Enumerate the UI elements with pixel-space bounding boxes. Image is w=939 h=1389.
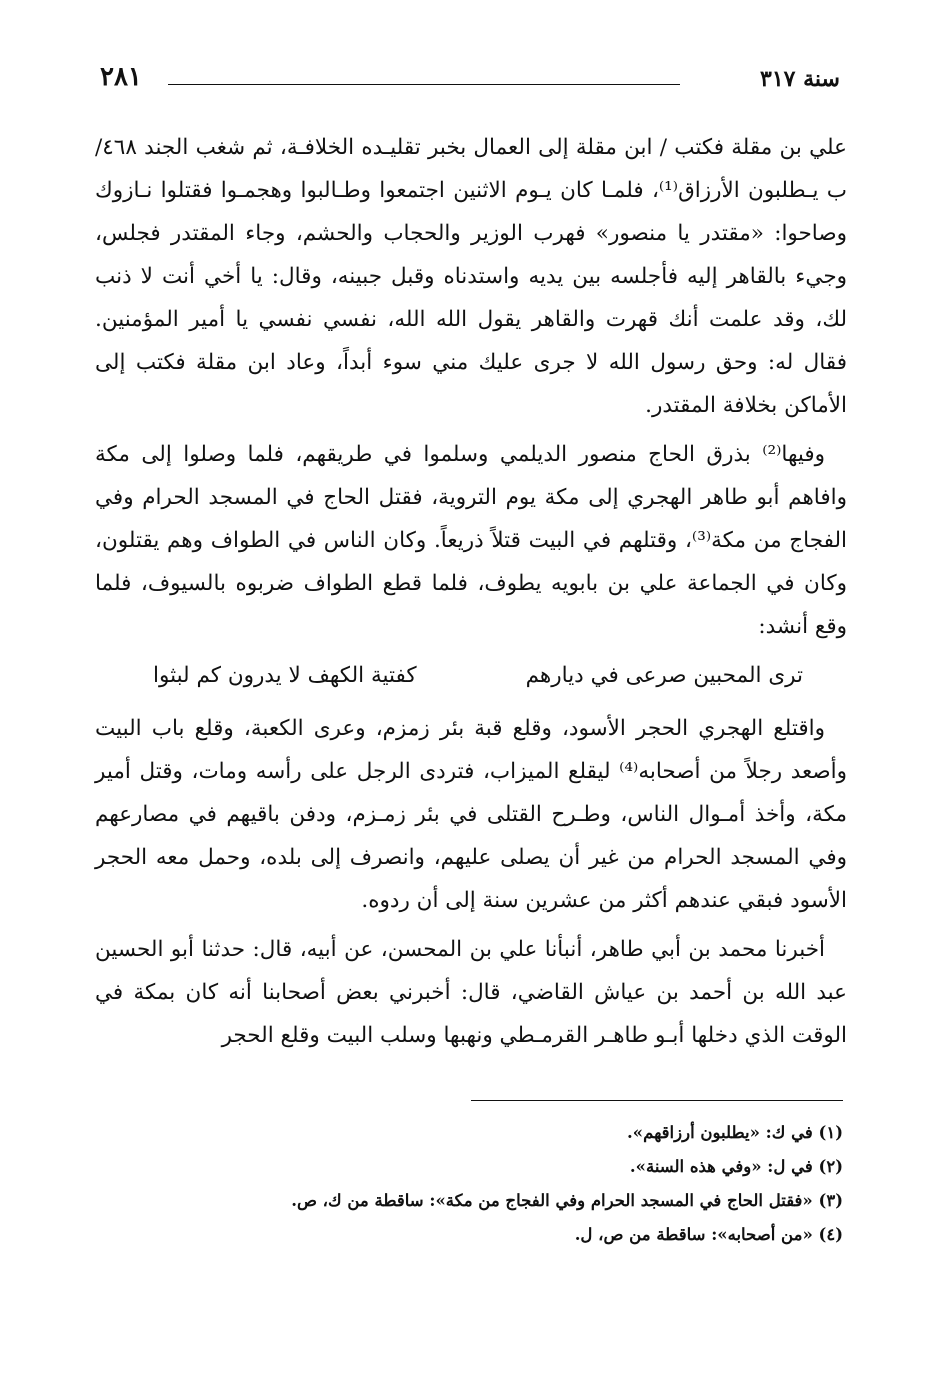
verse-second-hemistich: كفتية الكهف لا يدرون كم لبثوا bbox=[153, 663, 417, 688]
main-text bbox=[95, 126, 847, 1063]
verse-first-hemistich: ترى المحبين صرعى في ديارهم bbox=[525, 663, 803, 688]
paragraph-3: واقتلع الهجري الحجر الأسود، وقلع قبة بئر زمزم، وعرى الكعبة، وقلع باب البيت وأصعد رجلاً من أصحابه⁽⁴⁾ ليقلع الميزاب، فتردى الرجل على رأسه ومات، وقتل أمير مكة، وأخذ أمـوال الناس، وطـرح القتلى في بئر زمـزم، ودفن باقيهم في مصارعهم وفي المسجد الحرام من غير أن يصلى عليهم، وانصرف إلى بلده، وحمل معه الحجر الأسود فبقي عندهم أكثر من عشرين سنة إلى أن ردوه. bbox=[95, 716, 847, 913]
footnotes bbox=[103, 1116, 843, 1252]
footnote-divider bbox=[471, 1100, 843, 1101]
running-header bbox=[100, 62, 840, 102]
footnote-2: (٢) في ل: «وفي هذه السنة». bbox=[629, 1157, 843, 1176]
paragraph-2: وفيها⁽²⁾ بذرق الحاج منصور الديلمي وسلموا في طريقهم، فلما وصلوا إلى مكة وافاهم أبو طاهر الهجري إلى مكة يوم التروية، فقتل الحاج في المسجد الحرام وفي الفجاج من مكة⁽³⁾، وقتلهم في البيت قتلاً ذريعاً. وكان الناس في الطواف وهم يقتلون، وكان في الجماعة علي بن بابويه يطوف، فلما قطع الطواف ضربوه بالسيوف، فلما وقع أنشد: bbox=[95, 442, 847, 639]
paragraph-1: علي بن مقلة فكتب / ابن مقلة إلى العمال بخبر تقليـده الخلافـة، ثم شغب الجند ٤٦٨/ب يـطلبون الأرزاق⁽¹⁾، فلمـا كان يـوم الاثنين اجتمعوا وطـالبوا وهجمـوا فقتلوا نـازوك وصاحوا: «مقتدر يا منصور» فهرب الوزير والحجاب والحشم، وجاء المقتدر فجلس، وجيء بالقاهر إليه فأجلسه بين يديه واستدناه وقبل جبينه، وقال: يا أخي أنت لا ذنب لك، وقد علمت أنك قهرت والقاهر يقول الله الله، نفسي نفسي يا أمير المؤمنين. فقال له: وحق رسول الله لا جرى عليك مني سوء أبداً، وعاد ابن مقلة فكتب إلى الأماكن بخلافة المقتدر. bbox=[95, 135, 848, 418]
header-rule bbox=[168, 84, 680, 85]
header-year: سنة ٣١٧ bbox=[760, 66, 840, 92]
poetry-verse bbox=[153, 654, 803, 697]
page-number: ٢٨١ bbox=[100, 62, 142, 92]
footnote-1: (١) في ك: «يطلبون أرزاقهم». bbox=[627, 1123, 843, 1142]
paragraph-4: أخبرنا محمد بن أبي طاهر، أنبأنا علي بن المحسن، عن أبيه، قال: حدثنا أبو الحسين عبد الله بن أحمد بن عياش القاضي، قال: أخبرني بعض أصحابنا أنه كان بمكة في الوقت الذي دخلها أبـو طاهـر القرمـطي ونهبها وسلب البيت وقلع الحجر bbox=[95, 937, 847, 1048]
footnote-4: (٤) «من أصحابه»: ساقطة من ص، ل. bbox=[574, 1225, 843, 1244]
footnote-3: (٣) «فقتل الحاج في المسجد الحرام وفي الفجاج من مكة»: ساقطة من ك، ص. bbox=[291, 1191, 843, 1210]
